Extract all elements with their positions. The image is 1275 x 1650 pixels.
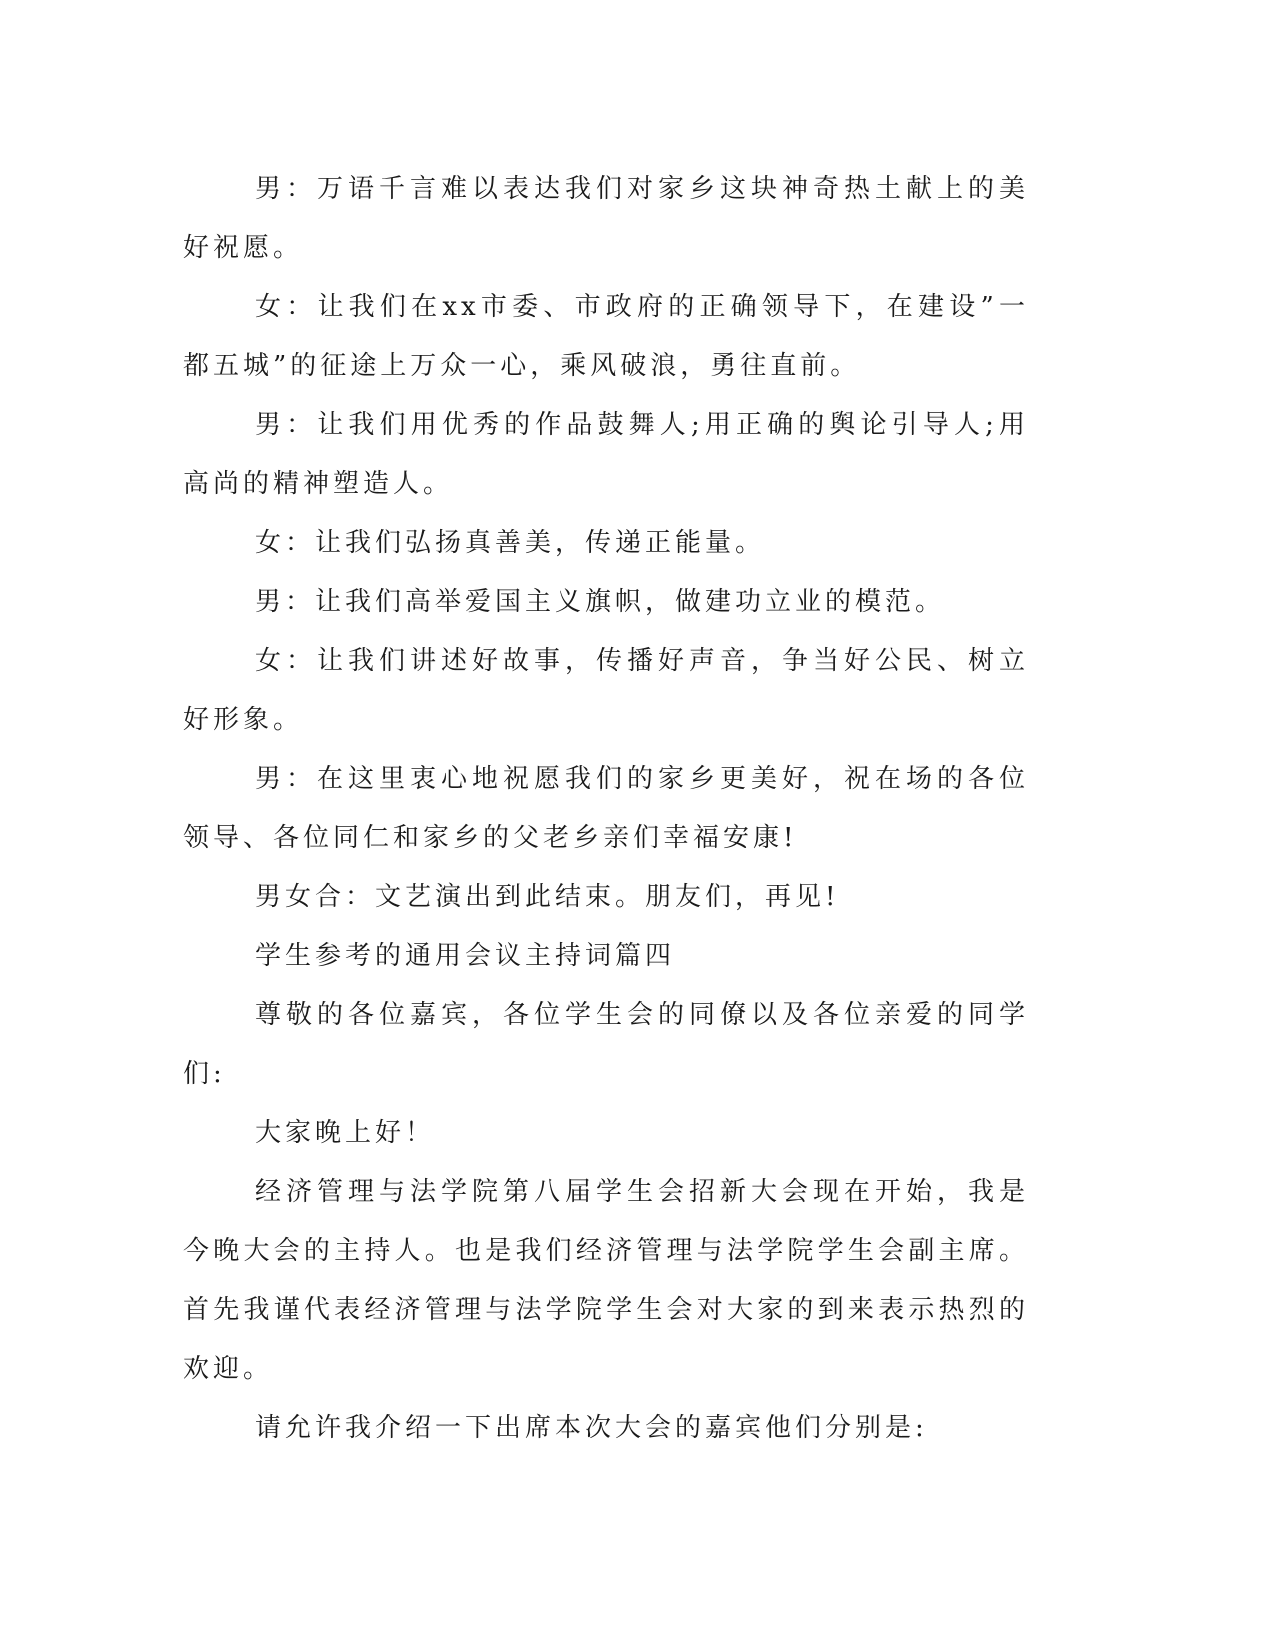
- paragraph-1: 男：万语千言难以表达我们对家乡这块神奇热土献上的美好祝愿。: [183, 174, 1029, 263]
- paragraph-7: 男：在这里衷心地祝愿我们的家乡更美好，祝在场的各位领导、各位同仁和家乡的父老乡亲们幸福安康!: [183, 764, 1029, 853]
- paragraph-13: 请允许我介绍一下出席本次大会的嘉宾他们分别是:: [255, 1413, 928, 1443]
- salutation: 尊敬的各位嘉宾，各位学生会的同僚以及各位亲爱的同学们:: [183, 1000, 1029, 1089]
- paragraph-8: 男女合：文艺演出到此结束。朋友们，再见!: [255, 882, 840, 912]
- paragraph-3: 男：让我们用优秀的作品鼓舞人;用正确的舆论引导人;用高尚的精神塑造人。: [183, 410, 1029, 499]
- paragraph-12: 经济管理与法学院第八届学生会招新大会现在开始，我是今晚大会的主持人。也是我们经济管理与法学院学生会副主席。首先我谨代表经济管理与法学院学生会对大家的到来表示热烈的欢迎。: [183, 1177, 1029, 1384]
- paragraph-4: 女：让我们弘扬真善美，传递正能量。: [255, 528, 766, 558]
- greeting: 大家晚上好！: [255, 1118, 436, 1148]
- paragraph-5: 男：让我们高举爱国主义旗帜，做建功立业的模范。: [255, 587, 946, 617]
- document-body: [183, 160, 1029, 1458]
- paragraph-6: 女：让我们讲述好故事，传播好声音，争当好公民、树立好形象。: [183, 646, 1029, 735]
- section-heading: 学生参考的通用会议主持词篇四: [255, 941, 676, 971]
- paragraph-2: 女：让我们在xx市委、市政府的正确领导下，在建设”一都五城”的征途上万众一心，乘风破浪，勇往直前。: [183, 292, 1029, 381]
